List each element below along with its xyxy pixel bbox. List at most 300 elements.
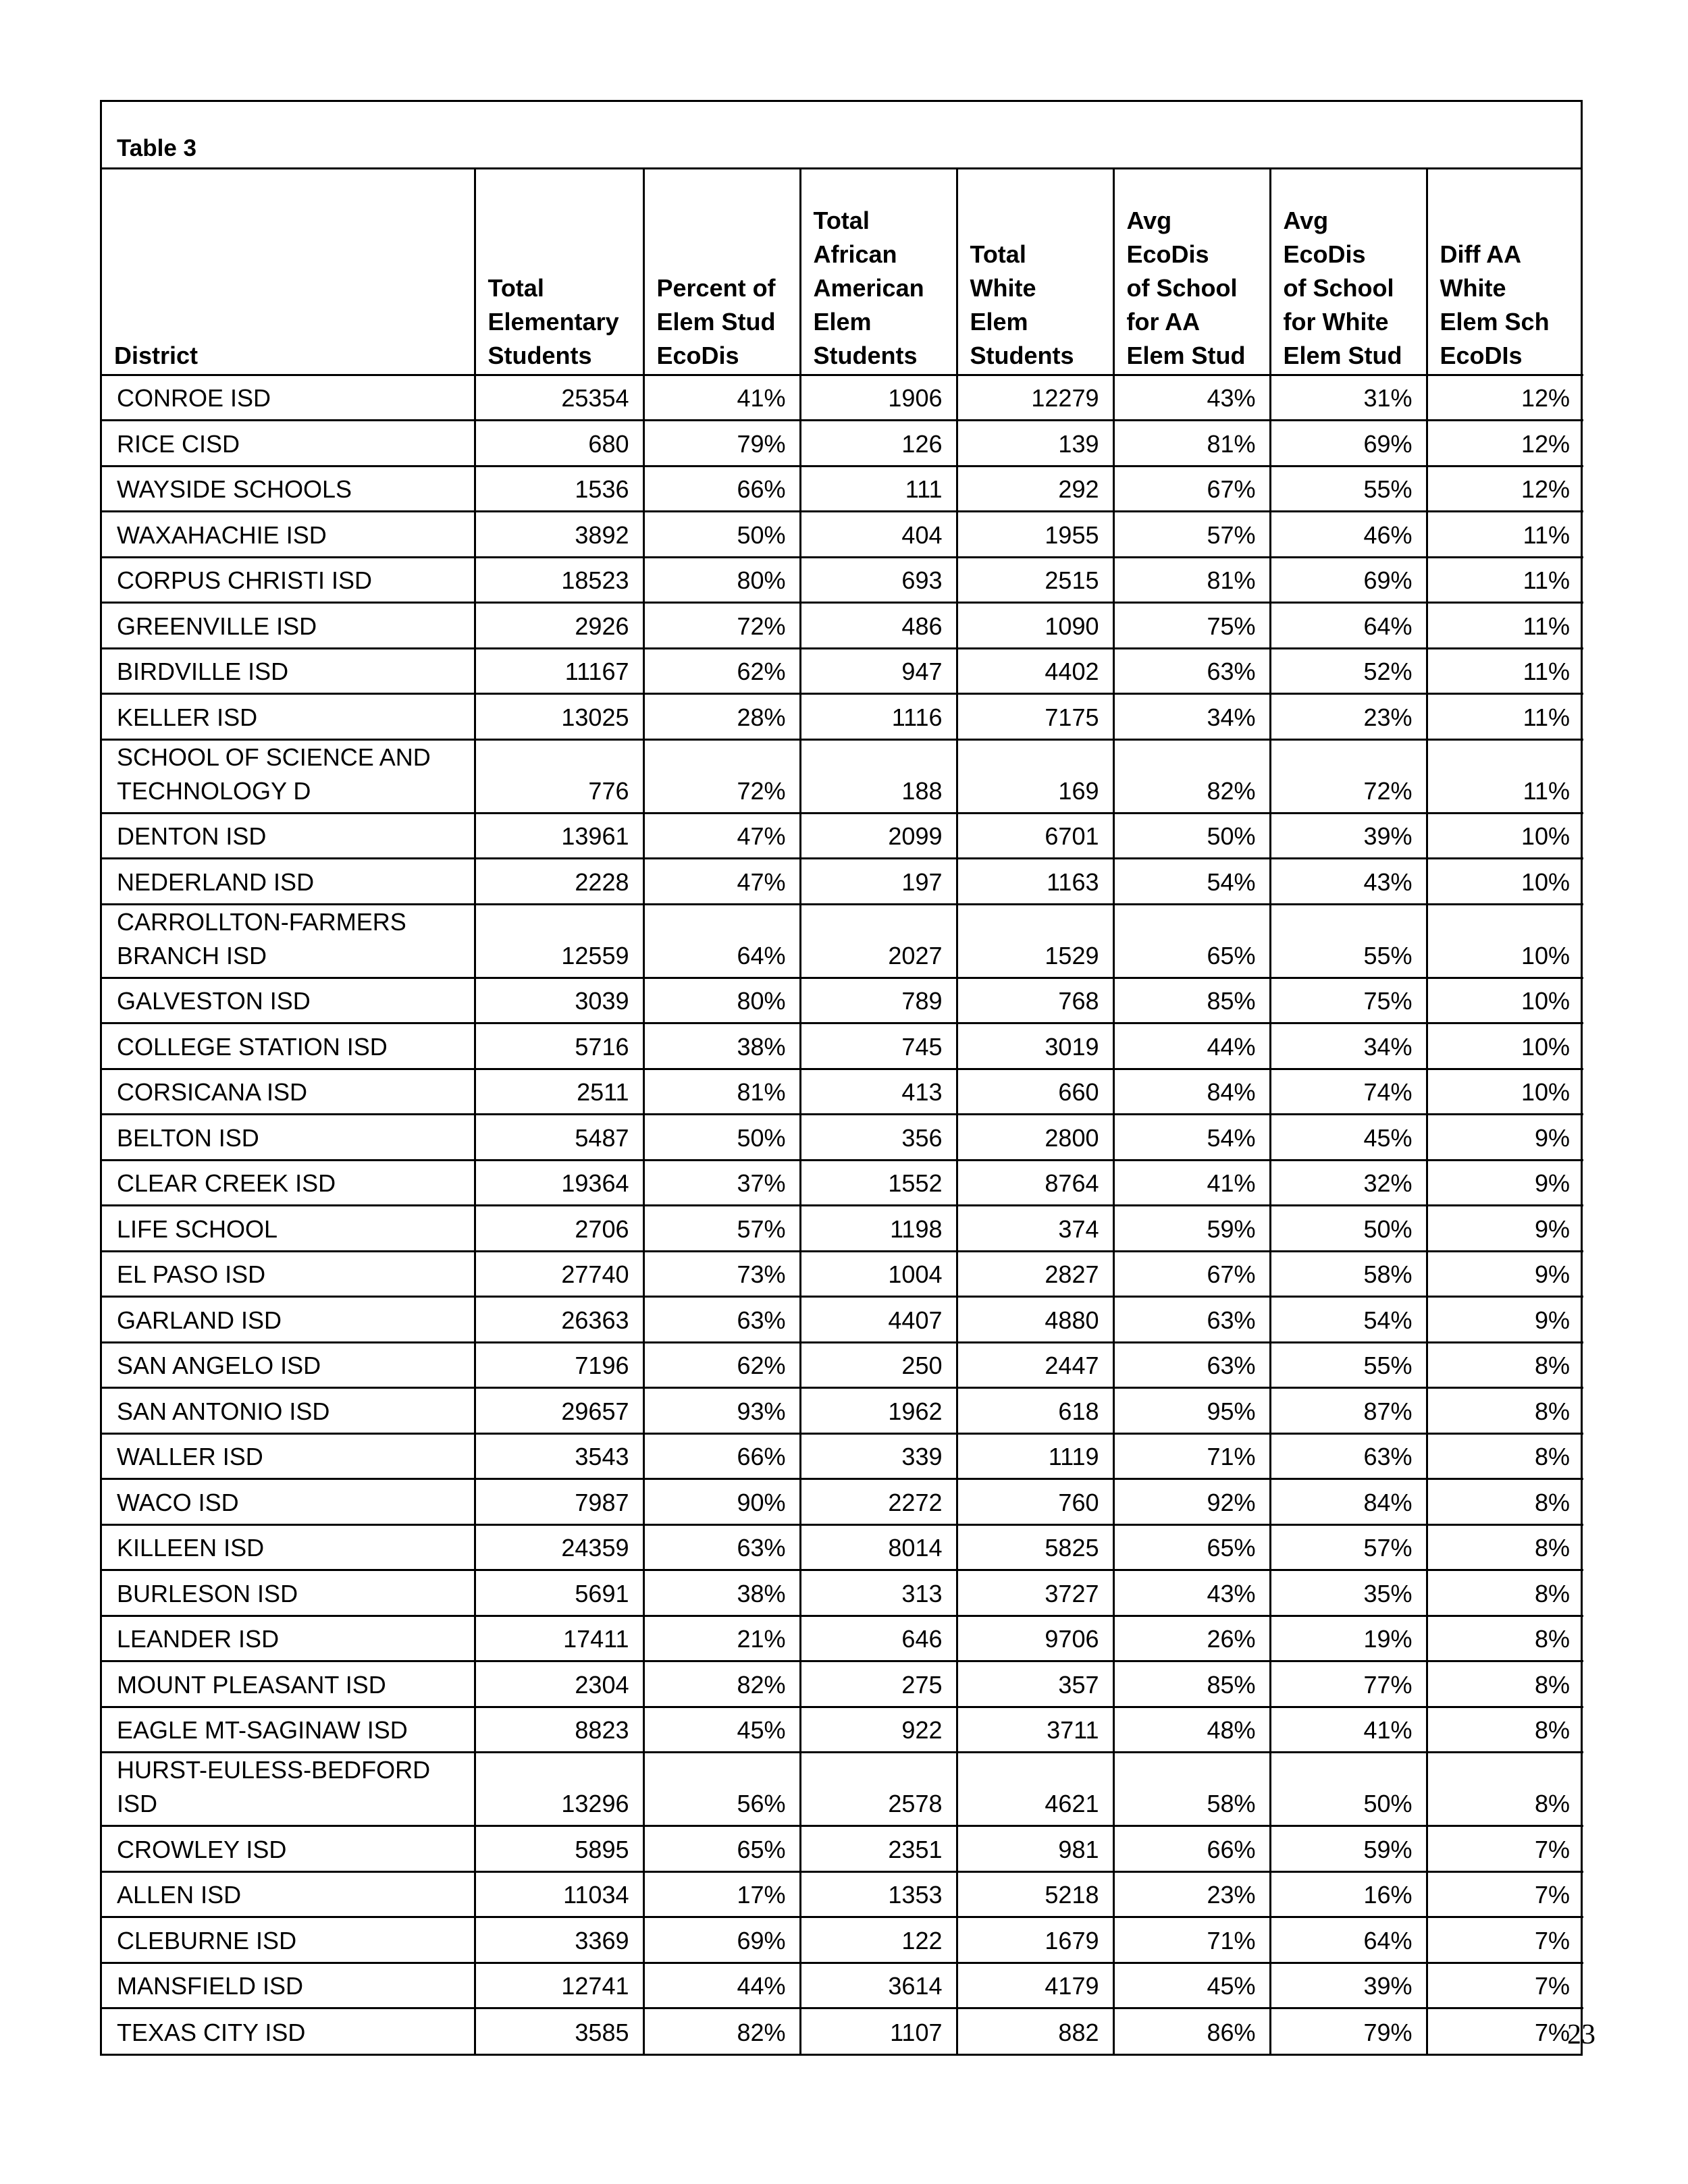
value-cell: 46%: [1270, 512, 1427, 558]
district-cell: LEANDER ISD: [102, 1616, 475, 1661]
table-row: [102, 2008, 1583, 2054]
district-cell: NEDERLAND ISD: [102, 859, 475, 905]
value-cell: 54%: [1113, 1115, 1270, 1161]
value-cell: 10%: [1427, 1069, 1583, 1115]
value-cell: 45%: [1270, 1115, 1427, 1161]
value-cell: 9%: [1427, 1115, 1583, 1161]
value-cell: 10%: [1427, 859, 1583, 905]
value-cell: 64%: [643, 904, 800, 978]
value-cell: 7987: [475, 1479, 643, 1525]
table-row: [102, 421, 1583, 467]
value-cell: 8%: [1427, 1661, 1583, 1707]
value-cell: 4402: [957, 648, 1113, 694]
district-cell: WACO ISD: [102, 1479, 475, 1525]
value-cell: 57%: [1113, 512, 1270, 558]
value-cell: 339: [800, 1433, 957, 1479]
value-cell: 275: [800, 1661, 957, 1707]
value-cell: 41%: [643, 375, 800, 421]
value-cell: 2515: [957, 557, 1113, 603]
value-cell: 1090: [957, 603, 1113, 649]
value-cell: 9%: [1427, 1251, 1583, 1297]
value-cell: 11%: [1427, 512, 1583, 558]
header-row: [102, 169, 1583, 375]
value-cell: 8764: [957, 1160, 1113, 1206]
value-cell: 85%: [1113, 1661, 1270, 1707]
value-cell: 64%: [1270, 603, 1427, 649]
table-row: [102, 813, 1583, 859]
value-cell: 3614: [800, 1963, 957, 2008]
table-title: Table 3: [117, 135, 197, 161]
value-cell: 8014: [800, 1524, 957, 1570]
value-cell: 1198: [800, 1206, 957, 1252]
value-cell: 660: [957, 1069, 1113, 1115]
column-header-total-elementary: Total Elementary Students: [475, 169, 643, 375]
value-cell: 1353: [800, 1871, 957, 1917]
value-cell: 8%: [1427, 1707, 1583, 1753]
value-cell: 50%: [643, 512, 800, 558]
value-cell: 8823: [475, 1707, 643, 1753]
district-cell: WAYSIDE SCHOOLS: [102, 466, 475, 512]
value-cell: 80%: [643, 557, 800, 603]
value-cell: 66%: [643, 1433, 800, 1479]
value-cell: 55%: [1270, 904, 1427, 978]
value-cell: 81%: [1113, 421, 1270, 467]
value-cell: 63%: [643, 1524, 800, 1570]
district-cell: COLLEGE STATION ISD: [102, 1023, 475, 1069]
table-row: [102, 1069, 1583, 1115]
value-cell: 8%: [1427, 1570, 1583, 1616]
district-cell: KILLEEN ISD: [102, 1524, 475, 1570]
district-cell: BIRDVILLE ISD: [102, 648, 475, 694]
value-cell: 12741: [475, 1963, 643, 2008]
value-cell: 38%: [643, 1570, 800, 1616]
value-cell: 12%: [1427, 375, 1583, 421]
district-cell: CARROLLTON-FARMERS BRANCH ISD: [102, 904, 475, 978]
value-cell: 13025: [475, 694, 643, 740]
value-cell: 356: [800, 1115, 957, 1161]
district-cell: GARLAND ISD: [102, 1297, 475, 1343]
value-cell: 62%: [643, 1342, 800, 1388]
table-frame: [100, 100, 1583, 2056]
district-cell: SAN ANTONIO ISD: [102, 1388, 475, 1434]
value-cell: 745: [800, 1023, 957, 1069]
value-cell: 2272: [800, 1479, 957, 1525]
value-cell: 18523: [475, 557, 643, 603]
value-cell: 75%: [1113, 603, 1270, 649]
value-cell: 5218: [957, 1871, 1113, 1917]
table-row: [102, 1023, 1583, 1069]
value-cell: 69%: [1270, 557, 1427, 603]
value-cell: 90%: [643, 1479, 800, 1525]
value-cell: 52%: [1270, 648, 1427, 694]
value-cell: 768: [957, 978, 1113, 1023]
value-cell: 72%: [643, 739, 800, 813]
value-cell: 2511: [475, 1069, 643, 1115]
value-cell: 63%: [643, 1297, 800, 1343]
district-cell: RICE CISD: [102, 421, 475, 467]
table-row: [102, 512, 1583, 558]
value-cell: 23%: [1113, 1871, 1270, 1917]
value-cell: 11%: [1427, 739, 1583, 813]
value-cell: 73%: [643, 1251, 800, 1297]
value-cell: 4621: [957, 1753, 1113, 1826]
table-row: [102, 1524, 1583, 1570]
value-cell: 197: [800, 859, 957, 905]
value-cell: 26%: [1113, 1616, 1270, 1661]
district-cell: EAGLE MT-SAGINAW ISD: [102, 1707, 475, 1753]
table-row: [102, 1661, 1583, 1707]
value-cell: 2926: [475, 603, 643, 649]
value-cell: 8%: [1427, 1753, 1583, 1826]
value-cell: 75%: [1270, 978, 1427, 1023]
value-cell: 55%: [1270, 466, 1427, 512]
table-row: [102, 1479, 1583, 1525]
value-cell: 32%: [1270, 1160, 1427, 1206]
district-cell: WALLER ISD: [102, 1433, 475, 1479]
value-cell: 9%: [1427, 1206, 1583, 1252]
value-cell: 11%: [1427, 694, 1583, 740]
table-row: [102, 1206, 1583, 1252]
value-cell: 3369: [475, 1917, 643, 1963]
value-cell: 1116: [800, 694, 957, 740]
value-cell: 5716: [475, 1023, 643, 1069]
value-cell: 54%: [1113, 859, 1270, 905]
value-cell: 43%: [1113, 375, 1270, 421]
value-cell: 292: [957, 466, 1113, 512]
district-cell: GALVESTON ISD: [102, 978, 475, 1023]
value-cell: 1107: [800, 2008, 957, 2054]
value-cell: 93%: [643, 1388, 800, 1434]
district-cell: SCHOOL OF SCIENCE AND TECHNOLOGY D: [102, 739, 475, 813]
value-cell: 16%: [1270, 1871, 1427, 1917]
value-cell: 67%: [1113, 466, 1270, 512]
value-cell: 4407: [800, 1297, 957, 1343]
value-cell: 250: [800, 1342, 957, 1388]
value-cell: 63%: [1113, 648, 1270, 694]
value-cell: 1906: [800, 375, 957, 421]
value-cell: 59%: [1270, 1826, 1427, 1872]
value-cell: 62%: [643, 648, 800, 694]
value-cell: 922: [800, 1707, 957, 1753]
value-cell: 2578: [800, 1753, 957, 1826]
value-cell: 10%: [1427, 1023, 1583, 1069]
value-cell: 1679: [957, 1917, 1113, 1963]
value-cell: 8%: [1427, 1616, 1583, 1661]
value-cell: 7%: [1427, 1826, 1583, 1872]
value-cell: 139: [957, 421, 1113, 467]
value-cell: 55%: [1270, 1342, 1427, 1388]
table-row: [102, 1871, 1583, 1917]
value-cell: 82%: [1113, 739, 1270, 813]
value-cell: 188: [800, 739, 957, 813]
value-cell: 11034: [475, 1871, 643, 1917]
value-cell: 776: [475, 739, 643, 813]
value-cell: 84%: [1113, 1069, 1270, 1115]
value-cell: 37%: [643, 1160, 800, 1206]
value-cell: 313: [800, 1570, 957, 1616]
table-row: [102, 904, 1583, 978]
value-cell: 82%: [643, 2008, 800, 2054]
value-cell: 3039: [475, 978, 643, 1023]
district-cell: BURLESON ISD: [102, 1570, 475, 1616]
value-cell: 19%: [1270, 1616, 1427, 1661]
value-cell: 947: [800, 648, 957, 694]
district-cell: CLEBURNE ISD: [102, 1917, 475, 1963]
value-cell: 4880: [957, 1297, 1113, 1343]
district-cell: KELLER ISD: [102, 694, 475, 740]
value-cell: 41%: [1270, 1707, 1427, 1753]
value-cell: 56%: [643, 1753, 800, 1826]
value-cell: 85%: [1113, 978, 1270, 1023]
district-cell: ALLEN ISD: [102, 1871, 475, 1917]
district-cell: DENTON ISD: [102, 813, 475, 859]
district-cell: SAN ANGELO ISD: [102, 1342, 475, 1388]
value-cell: 10%: [1427, 904, 1583, 978]
value-cell: 5825: [957, 1524, 1113, 1570]
district-cell: LIFE SCHOOL: [102, 1206, 475, 1252]
value-cell: 34%: [1270, 1023, 1427, 1069]
value-cell: 8%: [1427, 1479, 1583, 1525]
value-cell: 50%: [1270, 1206, 1427, 1252]
table-row: [102, 1388, 1583, 1434]
value-cell: 12%: [1427, 421, 1583, 467]
column-header-diff: Diff AA White Elem Sch EcoDIs: [1427, 169, 1583, 375]
value-cell: 13961: [475, 813, 643, 859]
table-row: [102, 557, 1583, 603]
table-row: [102, 1251, 1583, 1297]
value-cell: 11%: [1427, 557, 1583, 603]
value-cell: 79%: [643, 421, 800, 467]
value-cell: 65%: [1113, 1524, 1270, 1570]
table-row: [102, 694, 1583, 740]
value-cell: 65%: [1113, 904, 1270, 978]
value-cell: 17411: [475, 1616, 643, 1661]
value-cell: 2351: [800, 1826, 957, 1872]
value-cell: 12559: [475, 904, 643, 978]
value-cell: 17%: [643, 1871, 800, 1917]
value-cell: 45%: [643, 1707, 800, 1753]
value-cell: 8%: [1427, 1388, 1583, 1434]
value-cell: 2800: [957, 1115, 1113, 1161]
value-cell: 374: [957, 1206, 1113, 1252]
table-row: [102, 1917, 1583, 1963]
value-cell: 35%: [1270, 1570, 1427, 1616]
district-cell: CROWLEY ISD: [102, 1826, 475, 1872]
table-row: [102, 648, 1583, 694]
value-cell: 12%: [1427, 466, 1583, 512]
value-cell: 693: [800, 557, 957, 603]
value-cell: 57%: [643, 1206, 800, 1252]
value-cell: 24359: [475, 1524, 643, 1570]
value-cell: 48%: [1113, 1707, 1270, 1753]
value-cell: 79%: [1270, 2008, 1427, 2054]
value-cell: 11167: [475, 648, 643, 694]
value-cell: 9706: [957, 1616, 1113, 1661]
value-cell: 23%: [1270, 694, 1427, 740]
value-cell: 66%: [1113, 1826, 1270, 1872]
value-cell: 169: [957, 739, 1113, 813]
value-cell: 10%: [1427, 813, 1583, 859]
value-cell: 43%: [1113, 1570, 1270, 1616]
value-cell: 10%: [1427, 978, 1583, 1023]
value-cell: 1536: [475, 466, 643, 512]
value-cell: 34%: [1113, 694, 1270, 740]
value-cell: 2447: [957, 1342, 1113, 1388]
value-cell: 680: [475, 421, 643, 467]
value-cell: 63%: [1113, 1297, 1270, 1343]
value-cell: 44%: [643, 1963, 800, 2008]
column-header-total-white: Total White Elem Students: [957, 169, 1113, 375]
value-cell: 71%: [1113, 1433, 1270, 1479]
value-cell: 3892: [475, 512, 643, 558]
value-cell: 64%: [1270, 1917, 1427, 1963]
value-cell: 26363: [475, 1297, 643, 1343]
value-cell: 45%: [1113, 1963, 1270, 2008]
value-cell: 84%: [1270, 1479, 1427, 1525]
value-cell: 7%: [1427, 2008, 1583, 2054]
value-cell: 13296: [475, 1753, 643, 1826]
column-header-avg-ecodis-white: Avg EcoDis of School for White Elem Stud: [1270, 169, 1427, 375]
value-cell: 7%: [1427, 1917, 1583, 1963]
value-cell: 81%: [643, 1069, 800, 1115]
table-row: [102, 603, 1583, 649]
column-header-percent-ecodis: Percent of Elem Stud EcoDis: [643, 169, 800, 375]
value-cell: 65%: [643, 1826, 800, 1872]
value-cell: 3019: [957, 1023, 1113, 1069]
value-cell: 66%: [643, 466, 800, 512]
value-cell: 6701: [957, 813, 1113, 859]
value-cell: 58%: [1270, 1251, 1427, 1297]
value-cell: 44%: [1113, 1023, 1270, 1069]
value-cell: 1004: [800, 1251, 957, 1297]
value-cell: 69%: [1270, 421, 1427, 467]
value-cell: 4179: [957, 1963, 1113, 2008]
table-row: [102, 1433, 1583, 1479]
value-cell: 77%: [1270, 1661, 1427, 1707]
value-cell: 413: [800, 1069, 957, 1115]
page-number: 23: [1567, 2019, 1595, 2050]
value-cell: 57%: [1270, 1524, 1427, 1570]
value-cell: 3585: [475, 2008, 643, 2054]
value-cell: 7196: [475, 1342, 643, 1388]
value-cell: 3543: [475, 1433, 643, 1479]
value-cell: 5487: [475, 1115, 643, 1161]
table-title-row: [102, 102, 1581, 169]
value-cell: 7%: [1427, 1871, 1583, 1917]
value-cell: 69%: [643, 1917, 800, 1963]
value-cell: 1119: [957, 1433, 1113, 1479]
value-cell: 1529: [957, 904, 1113, 978]
value-cell: 39%: [1270, 1963, 1427, 2008]
table-row: [102, 739, 1583, 813]
value-cell: 87%: [1270, 1388, 1427, 1434]
value-cell: 27740: [475, 1251, 643, 1297]
district-cell: WAXAHACHIE ISD: [102, 512, 475, 558]
table-row: [102, 1753, 1583, 1826]
district-cell: MOUNT PLEASANT ISD: [102, 1661, 475, 1707]
value-cell: 981: [957, 1826, 1113, 1872]
table-row: [102, 375, 1583, 421]
table-row: [102, 859, 1583, 905]
table-row: [102, 1297, 1583, 1343]
value-cell: 74%: [1270, 1069, 1427, 1115]
value-cell: 789: [800, 978, 957, 1023]
value-cell: 760: [957, 1479, 1113, 1525]
value-cell: 19364: [475, 1160, 643, 1206]
table-row: [102, 1160, 1583, 1206]
value-cell: 11%: [1427, 603, 1583, 649]
value-cell: 28%: [643, 694, 800, 740]
value-cell: 2228: [475, 859, 643, 905]
column-header-district: District: [102, 169, 475, 375]
value-cell: 50%: [1270, 1753, 1427, 1826]
value-cell: 8%: [1427, 1342, 1583, 1388]
district-cell: MANSFIELD ISD: [102, 1963, 475, 2008]
value-cell: 5895: [475, 1826, 643, 1872]
value-cell: 1962: [800, 1388, 957, 1434]
value-cell: 2706: [475, 1206, 643, 1252]
value-cell: 1163: [957, 859, 1113, 905]
district-cell: CORPUS CHRISTI ISD: [102, 557, 475, 603]
value-cell: 50%: [1113, 813, 1270, 859]
table-row: [102, 1707, 1583, 1753]
value-cell: 41%: [1113, 1160, 1270, 1206]
value-cell: 72%: [1270, 739, 1427, 813]
value-cell: 2304: [475, 1661, 643, 1707]
value-cell: 1552: [800, 1160, 957, 1206]
district-cell: CLEAR CREEK ISD: [102, 1160, 475, 1206]
value-cell: 67%: [1113, 1251, 1270, 1297]
value-cell: 1955: [957, 512, 1113, 558]
value-cell: 111: [800, 466, 957, 512]
value-cell: 3727: [957, 1570, 1113, 1616]
value-cell: 38%: [643, 1023, 800, 1069]
value-cell: 59%: [1113, 1206, 1270, 1252]
value-cell: 486: [800, 603, 957, 649]
value-cell: 12279: [957, 375, 1113, 421]
value-cell: 126: [800, 421, 957, 467]
value-cell: 3711: [957, 1707, 1113, 1753]
district-cell: CONROE ISD: [102, 375, 475, 421]
value-cell: 122: [800, 1917, 957, 1963]
district-cell: HURST-EULESS-BEDFORD ISD: [102, 1753, 475, 1826]
table-row: [102, 1570, 1583, 1616]
district-cell: TEXAS CITY ISD: [102, 2008, 475, 2054]
value-cell: 7%: [1427, 1963, 1583, 2008]
value-cell: 7175: [957, 694, 1113, 740]
value-cell: 95%: [1113, 1388, 1270, 1434]
table-row: [102, 978, 1583, 1023]
district-cell: GREENVILLE ISD: [102, 603, 475, 649]
value-cell: 72%: [643, 603, 800, 649]
column-header-total-aa: Total African American Elem Students: [800, 169, 957, 375]
value-cell: 2099: [800, 813, 957, 859]
value-cell: 54%: [1270, 1297, 1427, 1343]
table-row: [102, 1963, 1583, 2008]
value-cell: 5691: [475, 1570, 643, 1616]
value-cell: 50%: [643, 1115, 800, 1161]
district-cell: CORSICANA ISD: [102, 1069, 475, 1115]
value-cell: 82%: [643, 1661, 800, 1707]
value-cell: 8%: [1427, 1524, 1583, 1570]
table-row: [102, 1115, 1583, 1161]
value-cell: 618: [957, 1388, 1113, 1434]
value-cell: 2827: [957, 1251, 1113, 1297]
value-cell: 2027: [800, 904, 957, 978]
table-row: [102, 1826, 1583, 1872]
table-row: [102, 466, 1583, 512]
value-cell: 47%: [643, 813, 800, 859]
